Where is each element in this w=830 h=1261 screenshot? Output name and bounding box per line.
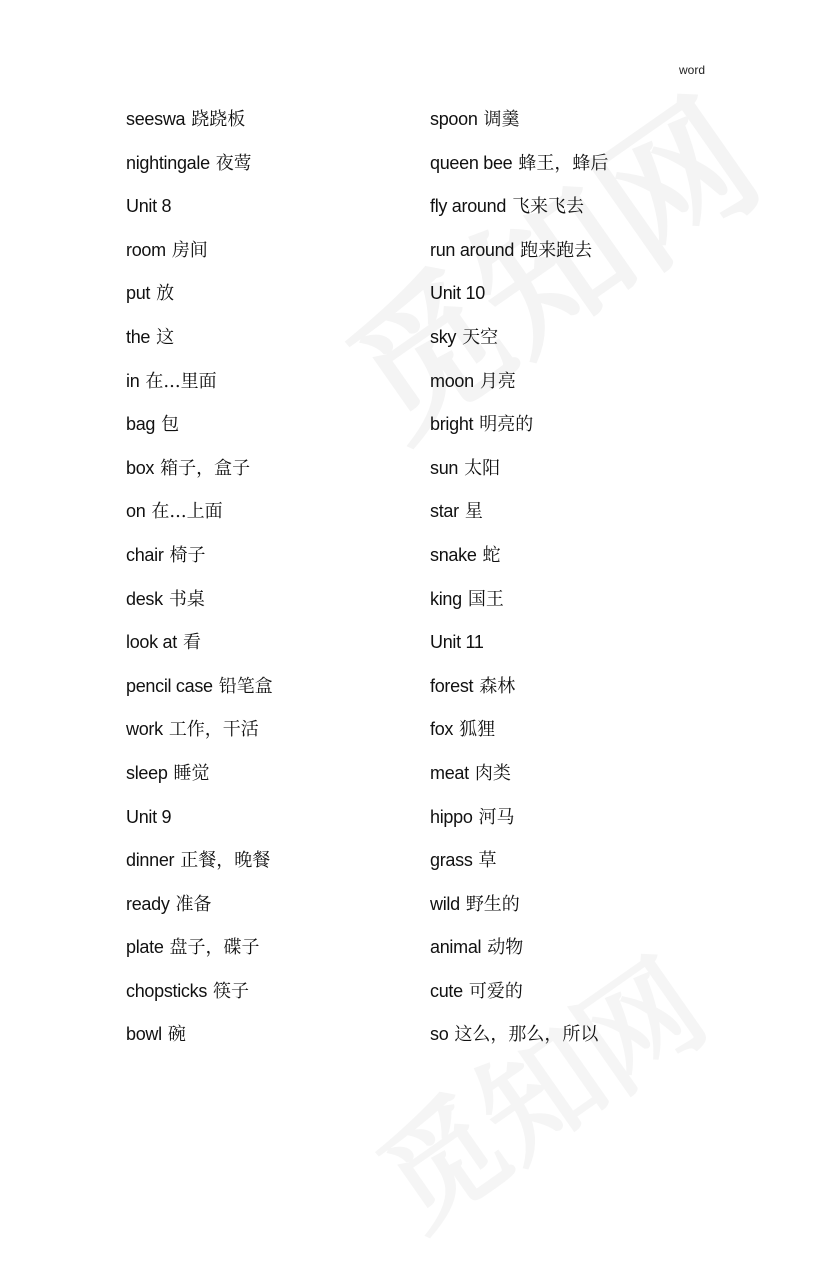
vocab-chinese: 草 <box>478 850 497 872</box>
vocab-english: box <box>126 457 155 478</box>
vocab-chinese: 睡觉 <box>173 762 210 784</box>
vocab-entry <box>430 496 730 540</box>
header-word-label: word <box>678 63 705 77</box>
vocab-entry <box>126 1019 426 1063</box>
vocab-english: queen bee <box>430 152 513 173</box>
right-vocab-column <box>430 104 730 1063</box>
vocab-english: look at <box>126 632 177 653</box>
vocab-english: the <box>126 326 151 347</box>
vocab-english: cute <box>430 980 463 1001</box>
vocab-english: nightingale <box>126 152 210 173</box>
vocab-english: king <box>430 588 462 609</box>
vocab-english: desk <box>126 588 163 609</box>
vocab-entry <box>126 104 426 148</box>
vocab-chinese: 包 <box>161 414 180 436</box>
vocab-english: bag <box>126 414 156 435</box>
vocab-english: room <box>126 239 166 260</box>
vocab-entry <box>430 584 730 628</box>
vocab-entry <box>126 627 426 671</box>
vocab-english: in <box>126 370 140 391</box>
vocab-chinese: 准备 <box>175 893 212 915</box>
vocab-chinese: 调羹 <box>483 109 520 130</box>
vocab-english: moon <box>430 370 474 391</box>
vocab-entry <box>430 540 730 584</box>
vocab-entry <box>126 322 426 366</box>
vocab-chinese: 狐狸 <box>459 719 496 741</box>
vocab-english: Unit 9 <box>126 806 172 827</box>
vocab-chinese: 筷子 <box>213 980 250 1002</box>
vocab-entry <box>126 802 426 846</box>
vocab-english: sun <box>430 457 459 478</box>
vocab-english: so <box>430 1024 449 1045</box>
vocab-english: dinner <box>126 850 175 871</box>
vocab-english: plate <box>126 937 164 958</box>
vocab-chinese: 夜莺 <box>215 152 252 174</box>
vocab-chinese: 书桌 <box>168 588 205 610</box>
vocab-english: Unit 8 <box>126 196 172 217</box>
vocab-chinese: 河马 <box>478 806 515 828</box>
vocab-chinese: 飞来飞去 <box>512 196 585 218</box>
vocab-english: bowl <box>126 1024 162 1045</box>
vocab-chinese: 星 <box>464 501 483 523</box>
vocab-chinese: 天空 <box>462 326 499 348</box>
vocab-chinese: 蜂王，蜂后 <box>518 152 609 174</box>
vocab-english: grass <box>430 850 473 871</box>
vocab-entry <box>430 235 730 279</box>
vocab-english: hippo <box>430 806 473 827</box>
vocab-entry <box>126 889 426 933</box>
vocab-english: fox <box>430 719 454 740</box>
vocab-entry <box>430 671 730 715</box>
vocab-english: bright <box>430 414 474 435</box>
vocab-chinese: 铅笔盒 <box>218 675 273 697</box>
vocab-english: meat <box>430 762 469 783</box>
vocab-english: seeswa <box>126 109 186 129</box>
vocab-chinese: 正餐，晚餐 <box>180 850 271 872</box>
vocab-chinese: 野生的 <box>465 893 520 915</box>
vocab-entry <box>430 758 730 802</box>
vocab-entry <box>126 496 426 540</box>
vocab-chinese: 蛇 <box>482 544 501 566</box>
vocab-chinese: 箱子，盒子 <box>160 457 251 479</box>
vocab-entry <box>430 191 730 235</box>
vocab-english: chopsticks <box>126 980 208 1001</box>
vocab-entry <box>430 845 730 889</box>
left-vocab-column <box>126 104 426 1063</box>
vocab-chinese: 盘子，碟子 <box>169 937 260 959</box>
vocab-entry <box>430 322 730 366</box>
vocab-english: ready <box>126 893 170 914</box>
vocab-chinese: 动物 <box>487 937 524 959</box>
vocab-chinese: 森林 <box>479 675 516 697</box>
vocab-english: Unit 10 <box>430 283 485 304</box>
vocab-entry <box>126 671 426 715</box>
vocab-english: work <box>126 719 163 740</box>
vocab-entry <box>126 148 426 192</box>
vocab-english: pencil case <box>126 675 213 696</box>
vocab-entry <box>126 540 426 584</box>
vocab-chinese: 这 <box>156 326 175 348</box>
vocab-entry <box>430 802 730 846</box>
vocab-chinese: 看 <box>182 632 201 654</box>
vocab-english: sleep <box>126 762 168 783</box>
vocab-entry <box>430 278 730 322</box>
vocab-english: spoon <box>430 109 478 129</box>
vocab-entry <box>126 976 426 1020</box>
vocab-english: wild <box>430 893 460 914</box>
vocab-english: run around <box>430 239 515 260</box>
vocab-english: forest <box>430 675 474 696</box>
vocab-english: snake <box>430 544 477 565</box>
vocab-entry <box>430 714 730 758</box>
vocab-english: Unit 11 <box>430 632 484 653</box>
vocab-chinese: 在...里面 <box>145 370 217 392</box>
vocab-english: on <box>126 501 146 522</box>
vocab-chinese: 房间 <box>171 239 208 261</box>
vocab-chinese: 明亮的 <box>479 414 534 436</box>
vocab-chinese: 工作，干活 <box>168 719 259 741</box>
vocab-entry <box>430 932 730 976</box>
vocab-entry <box>430 366 730 410</box>
vocab-entry <box>126 932 426 976</box>
vocab-entry <box>430 627 730 671</box>
vocab-chinese: 椅子 <box>169 544 206 566</box>
vocab-chinese: 可爱的 <box>468 980 523 1002</box>
vocab-entry <box>430 889 730 933</box>
vocab-chinese: 这么，那么，所以 <box>454 1024 599 1046</box>
vocab-chinese: 太阳 <box>464 457 501 479</box>
vocab-entry <box>430 976 730 1020</box>
vocab-chinese: 月亮 <box>479 370 516 392</box>
vocab-entry <box>126 366 426 410</box>
vocab-english: fly around <box>430 196 507 217</box>
vocab-entry <box>126 409 426 453</box>
vocab-chinese: 放 <box>156 283 175 305</box>
vocab-english: star <box>430 501 459 522</box>
vocab-entry <box>126 235 426 279</box>
vocab-entry <box>126 191 426 235</box>
vocab-entry <box>126 453 426 497</box>
vocab-chinese: 跷跷板 <box>191 109 246 130</box>
vocab-chinese: 肉类 <box>474 762 511 784</box>
vocab-english: put <box>126 283 151 304</box>
vocab-chinese: 碗 <box>167 1024 186 1046</box>
vocab-entry <box>430 1019 730 1063</box>
vocab-english: sky <box>430 326 457 347</box>
vocab-entry <box>430 148 730 192</box>
vocab-chinese: 国王 <box>467 588 504 610</box>
vocab-english: chair <box>126 544 164 565</box>
vocab-entry <box>126 758 426 802</box>
vocab-entry <box>126 584 426 628</box>
vocab-chinese: 跑来跑去 <box>520 239 593 261</box>
vocab-entry <box>126 714 426 758</box>
vocab-entry <box>126 845 426 889</box>
vocab-entry <box>430 453 730 497</box>
vocab-chinese: 在...上面 <box>151 501 223 523</box>
vocab-entry <box>126 278 426 322</box>
vocab-entry <box>430 409 730 453</box>
vocab-entry <box>430 104 730 148</box>
vocab-english: animal <box>430 937 482 958</box>
